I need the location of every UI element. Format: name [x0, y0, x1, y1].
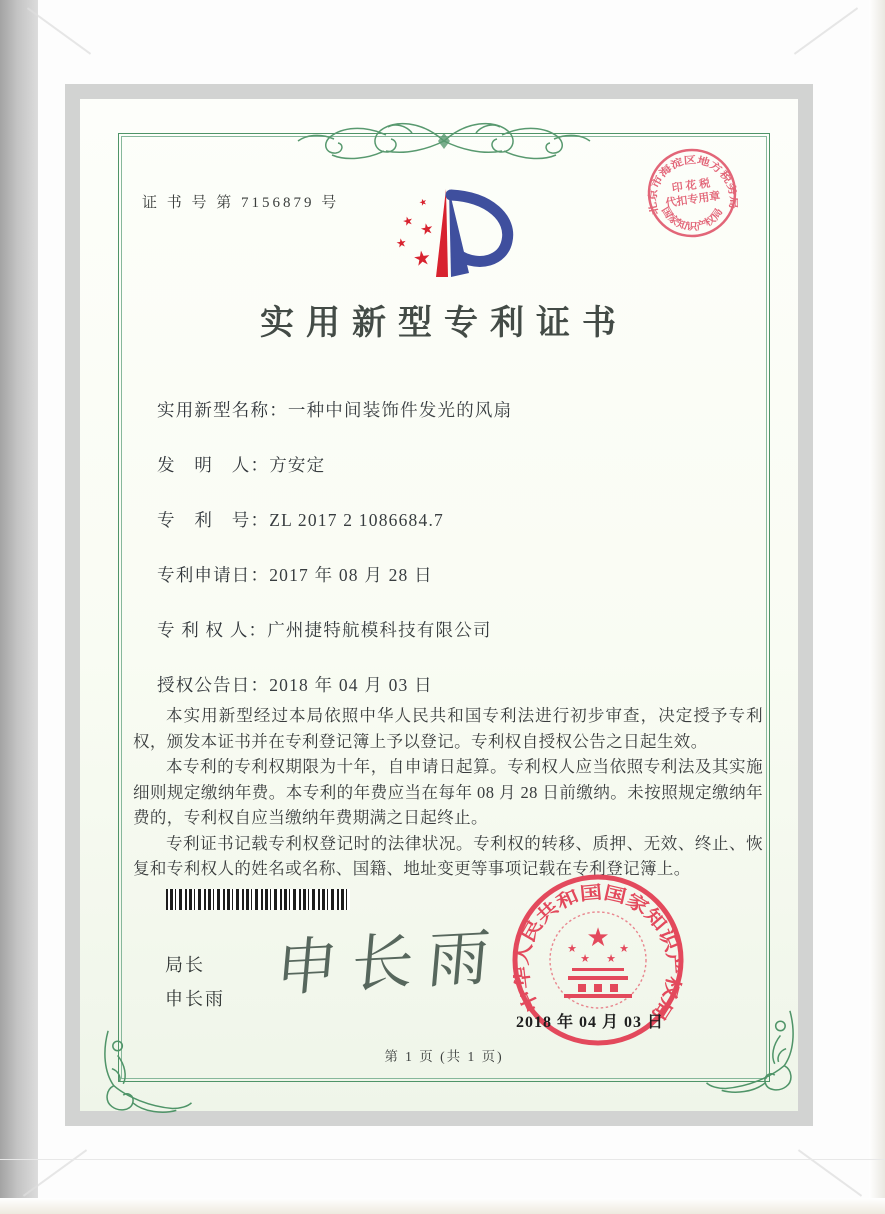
signer-title: 局长	[165, 955, 205, 975]
tax-stamp-center-line1: 印 花 税	[671, 177, 711, 195]
svg-text:★: ★	[586, 923, 610, 953]
svg-text:★: ★	[580, 952, 590, 965]
tax-stamp	[646, 147, 738, 239]
field-value: 2018 年 04 月 03 日	[269, 675, 433, 695]
logo-blue-bowl	[451, 195, 508, 261]
frame-right-edge	[869, 0, 885, 1214]
logo-red-wedge	[436, 189, 448, 277]
field-value: 2017 年 08 月 28 日	[269, 565, 433, 585]
field-row-patentee	[157, 617, 738, 672]
certificate-number: 证 书 号 第 7156879 号	[142, 195, 340, 211]
national-emblem-icon	[564, 923, 632, 998]
svg-text:★: ★	[417, 197, 429, 210]
signature-handwriting: 申长雨	[272, 923, 507, 1005]
certificate-fields	[157, 397, 738, 727]
cnipa-logo-icon	[367, 181, 539, 293]
certificate-body	[133, 703, 763, 882]
frame-bevel-top-right	[794, 7, 858, 54]
field-label: 实用新型名称：	[157, 400, 288, 420]
svg-text:★: ★	[394, 235, 408, 251]
svg-text:★: ★	[619, 942, 629, 955]
barcode	[166, 889, 350, 910]
field-row-patent-no	[157, 507, 738, 562]
frame-bevel-bottom-right	[798, 1149, 862, 1196]
field-label: 专利申请日：	[157, 565, 270, 585]
body-paragraph-1: 本实用新型经过本局依照中华人民共和国专利法进行初步审查，决定授予专利权，颁发本证书并在专利登记簿上予以登记。专利权自授权公告之日起生效。	[133, 706, 763, 751]
signer-name: 申长雨	[165, 989, 225, 1009]
seal-date: 2018 年 04 月 03 日	[516, 1014, 665, 1031]
tax-stamp-center-line2: 代扣专用章	[664, 190, 722, 210]
field-row-filing-date	[157, 562, 738, 617]
logo-stars	[395, 197, 436, 271]
frame-left-edge	[0, 0, 38, 1214]
field-row-name	[157, 397, 738, 452]
field-label: 专 利 号：	[157, 510, 270, 530]
field-value: 广州捷特航模科技有限公司	[267, 620, 492, 640]
field-value: 方安定	[269, 455, 326, 475]
body-paragraph-2: 本专利的专利权期限为十年，自申请日起算。专利权人应当依照专利法及其实施细则规定缴纳年费。本专利的年费应当在每年 08 月 28 日前缴纳。未按照规定缴纳年费的，专利权自应当缴纳年费期满之日起终止。	[133, 757, 763, 827]
field-value: 一种中间装饰件发光的风扇	[287, 400, 513, 420]
field-label: 授权公告日：	[157, 675, 270, 695]
svg-text:★: ★	[400, 212, 415, 230]
field-row-inventor	[157, 452, 738, 507]
frame-bevel-line	[0, 1159, 885, 1160]
certificate-title: 实用新型专利证书	[260, 305, 628, 342]
mat-window	[65, 84, 813, 1126]
body-paragraph-3: 专利证书记载专利权登记时的法律状况。专利权的转移、质押、无效、终止、恢复和专利权人的姓名或名称、国籍、地址变更等事项记载在专利登记簿上。	[133, 833, 763, 878]
svg-text:★: ★	[411, 244, 433, 272]
field-label: 专 利 权 人：	[157, 620, 268, 640]
certificate-paper	[80, 99, 798, 1111]
svg-text:★: ★	[606, 952, 616, 965]
page-footer: 第 1 页 (共 1 页)	[384, 1049, 504, 1064]
field-label: 发 明 人：	[157, 455, 270, 475]
tax-stamp-arc-top: 北京市海淀区地方税务局	[647, 155, 738, 216]
seal-ring-text: 中华人民共和国国家知识产权局	[511, 882, 685, 1021]
field-value: ZL 2017 2 1086684.7	[269, 510, 444, 530]
svg-text:★: ★	[418, 218, 436, 240]
svg-text:★: ★	[567, 942, 577, 955]
tax-stamp-arc-bottom: 国家知识产权局	[658, 205, 725, 233]
frame-bottom-edge	[0, 1198, 885, 1214]
